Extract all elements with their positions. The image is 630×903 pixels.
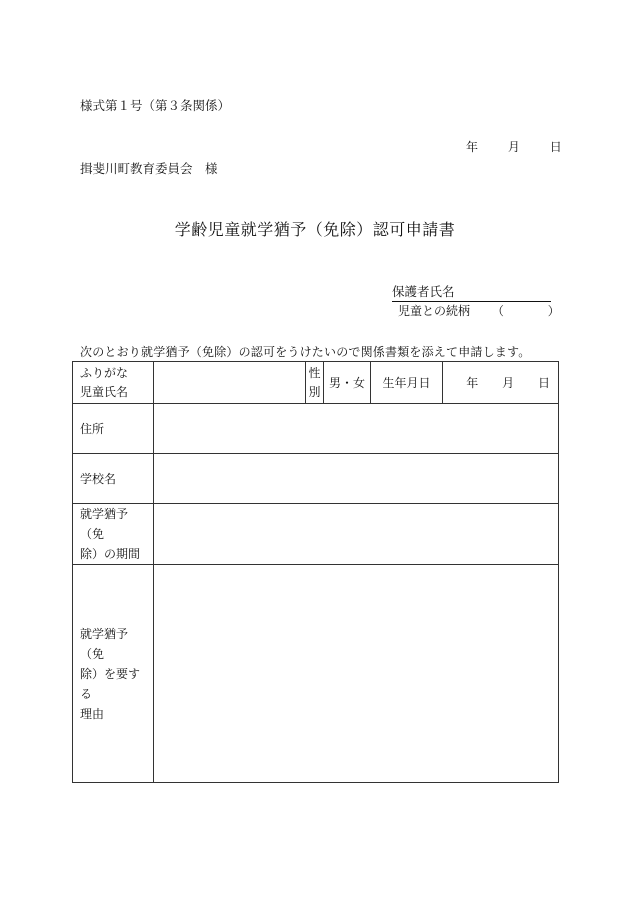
child-name-input[interactable] xyxy=(154,362,306,404)
address-label: 住所 xyxy=(73,404,154,454)
table-row-address xyxy=(73,404,559,454)
reason-label-cell xyxy=(73,565,154,783)
reason-label-2: 除）を要する xyxy=(80,666,141,701)
child-name-label-cell xyxy=(73,362,154,404)
school-input[interactable] xyxy=(154,454,559,504)
relation-paren-close: ） xyxy=(547,304,560,318)
sex-label-2: 別 xyxy=(308,384,321,399)
period-input[interactable] xyxy=(154,504,559,565)
date-month-label: 月 xyxy=(507,140,520,154)
address-input[interactable] xyxy=(154,404,559,454)
birthdate-input[interactable] xyxy=(443,362,559,404)
school-label: 学校名 xyxy=(73,454,154,504)
table-row-school xyxy=(73,454,559,504)
date-year-label: 年 xyxy=(466,140,479,154)
birth-day-label: 日 xyxy=(537,376,550,390)
application-statement: 次のとおり就学猶予（免除）の認可をうけたいので関係書類を添えて申請します。 xyxy=(80,345,531,359)
relation-label: 児童との続柄 xyxy=(398,304,471,318)
reason-input[interactable] xyxy=(154,565,559,783)
reason-label-1: 就学猶予（免 xyxy=(80,626,129,661)
reason-label-3: 理由 xyxy=(80,706,105,721)
relation-field[interactable] xyxy=(398,302,560,319)
birth-month-label: 月 xyxy=(502,376,515,390)
table-row-reason xyxy=(73,565,559,783)
addressee: 揖斐川町教育委員会 様 xyxy=(80,161,218,176)
sex-label-cell xyxy=(306,362,324,404)
furigana-label: ふりがな xyxy=(80,365,129,380)
guardian-name-label: 保護者氏名 xyxy=(392,284,455,299)
child-name-label: 児童氏名 xyxy=(80,384,129,399)
table-row-period xyxy=(73,504,559,565)
application-table xyxy=(72,361,559,783)
form-number: 様式第１号（第３条関係） xyxy=(80,98,231,113)
birth-year-label: 年 xyxy=(466,376,479,390)
date-day-label: 日 xyxy=(549,140,562,154)
table-row-child-name xyxy=(73,362,559,404)
sex-label-1: 性 xyxy=(308,365,321,380)
guardian-name-field[interactable] xyxy=(392,282,551,302)
period-label-2: 除）の期間 xyxy=(80,547,141,561)
sex-options-cell[interactable]: 男・女 xyxy=(324,362,371,404)
date-line xyxy=(466,138,562,155)
relation-paren-open: （ xyxy=(491,304,504,318)
document-title: 学齢児童就学猶予（免除）認可申請書 xyxy=(174,220,456,239)
period-label-1: 就学猶予（免 xyxy=(80,507,129,541)
period-label-cell xyxy=(73,504,154,565)
birthdate-label: 生年月日 xyxy=(371,362,443,404)
